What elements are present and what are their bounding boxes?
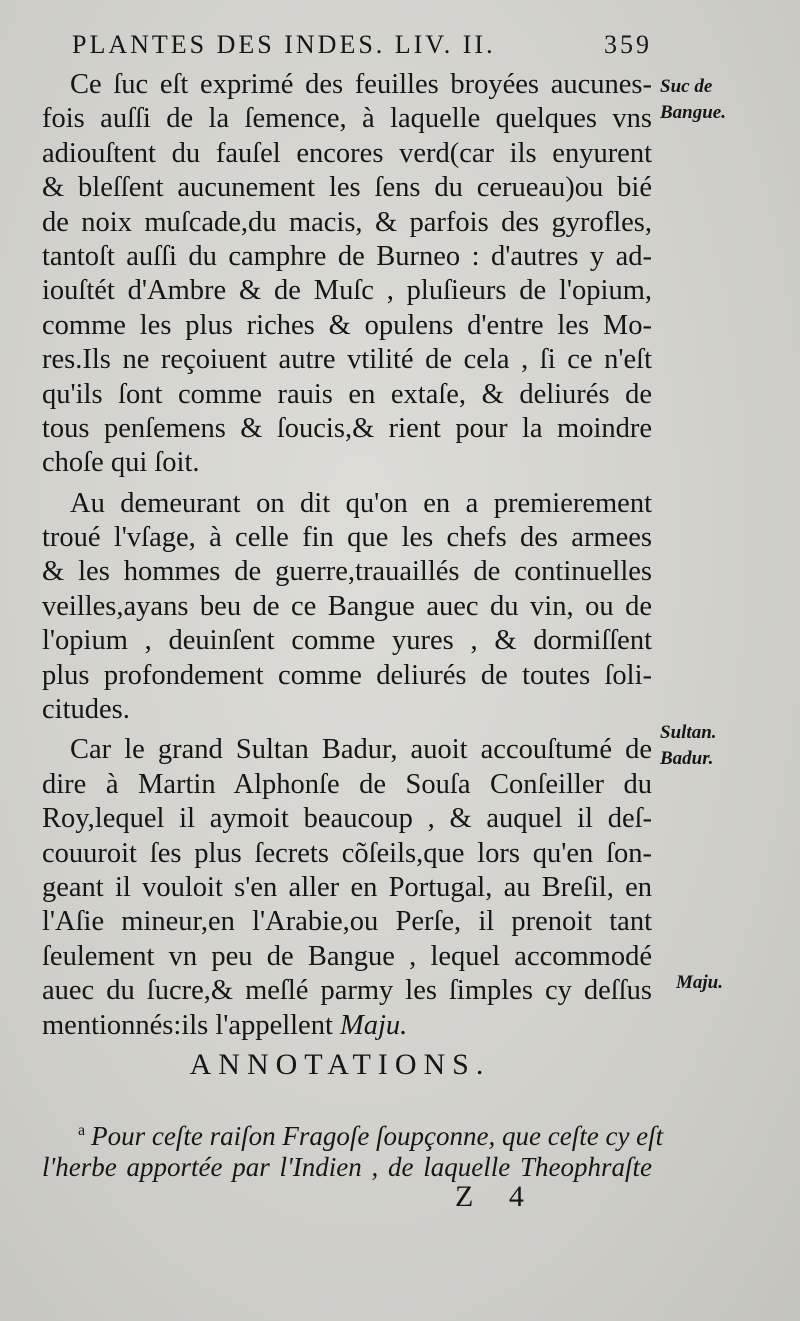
margin-note-maju: [676, 970, 723, 996]
annotation-text: Pour ceſte raiſon Fragoſe ſoupçonne, que ceſte cy eſt: [91, 1121, 664, 1151]
text-line: adiouſtent du fauſel encores verd(car ils enyurent: [42, 137, 652, 169]
annotation-block: [42, 1113, 664, 1185]
text-line: l'Aſie mineur,en l'Arabie,ou Perſe, il prenoit tant: [42, 906, 652, 938]
signature-mark: Z 4: [455, 1180, 538, 1213]
text-line: auec du ſucre,& meſlé parmy les ſimples cy deſſus: [42, 975, 652, 1007]
margin-note-line: Maju.: [676, 972, 723, 993]
margin-note-bangue: [660, 74, 726, 126]
annotation-marker: a: [78, 1122, 86, 1139]
text-line: fois auſſi de la ſemence, à laquelle quelques vns: [42, 103, 652, 135]
annotation-line: [42, 1113, 664, 1151]
text-line: comme les plus riches & opulens d'entre les Mo-: [42, 309, 652, 341]
final-line-italic: Maju.: [340, 1009, 408, 1041]
text-line: de noix muſcade,du macis, & parfois des gyrofles,: [42, 206, 652, 238]
page-number: 359: [604, 30, 652, 59]
final-line-text: mentionnés:ils l'appellent: [42, 1009, 340, 1041]
text-line: Roy,lequel il aymoit beaucoup , & auquel il deſ-: [42, 803, 652, 835]
margin-note-line: Sultan.: [660, 722, 717, 743]
text-line: ſeulement vn peu de Bangue , lequel accommodé: [42, 940, 652, 972]
main-text: [42, 68, 652, 1043]
text-line: veilles,ayans beu de ce Bangue auec du vin, ou de: [42, 590, 652, 622]
text-line: choſe qui ſoit.: [42, 447, 200, 479]
text-line: res.Ils ne reçoiuent autre vtilité de cela , ſi ce n'eſt: [42, 344, 652, 376]
annotations-heading: ANNOTATIONS.: [189, 1048, 491, 1081]
text-line: Ce ſuc eſt exprimé des feuilles broyées aucunes-: [70, 69, 652, 100]
text-line: tous penſemens & ſoucis,& rient pour la moindre: [42, 412, 652, 444]
text-line: & bleſſent aucunement les ſens du cerueau)ou bié: [42, 172, 652, 204]
text-line: geant il vouloit s'en aller en Portugal, au Breſil, en: [42, 871, 652, 903]
text-line: qu'ils ſont comme rauis en extaſe, & deliurés de: [42, 378, 652, 410]
text-line: dire à Martin Alphonſe de Souſa Conſeiller du: [42, 768, 652, 800]
text-line: citudes.: [42, 694, 130, 726]
text-line: troué l'vſage, à celle fin que les chefs des armees: [42, 522, 652, 554]
margin-note-line: Bangue.: [660, 102, 726, 123]
margin-note-line: Badur.: [660, 748, 714, 769]
text-line: iouſtét d'Ambre & de Muſc , pluſieurs de l'opium,: [42, 275, 652, 307]
text-line: Car le grand Sultan Badur, auoit accouſtumé de: [70, 734, 652, 766]
text-line: l'opium , deuinſent comme yures , & dormiſſent: [42, 625, 652, 657]
text-line: plus profondement comme deliurés de toutes ſoli-: [42, 659, 652, 691]
running-head: [72, 30, 652, 60]
running-head-title: PLANTES DES INDES. LIV. II.: [72, 30, 496, 59]
text-line-final: [42, 1009, 652, 1043]
text-line: couuroit ſes plus ſecrets cõſeils,que lors qu'en ſon-: [42, 837, 652, 869]
margin-note-line: Suc de: [660, 76, 713, 97]
margin-note-sultan: [660, 720, 717, 772]
text-line: Au demeurant on dit qu'on en a premierement: [70, 487, 652, 519]
text-line: & les hommes de guerre,trauaillés de continuelles: [42, 556, 652, 588]
text-line: tantoſt auſſi du camphre de Burneo : d'autres y ad-: [42, 240, 652, 272]
annotation-line: l'herbe apportée par l'Indien , de laquelle Theophraſte: [42, 1152, 652, 1182]
